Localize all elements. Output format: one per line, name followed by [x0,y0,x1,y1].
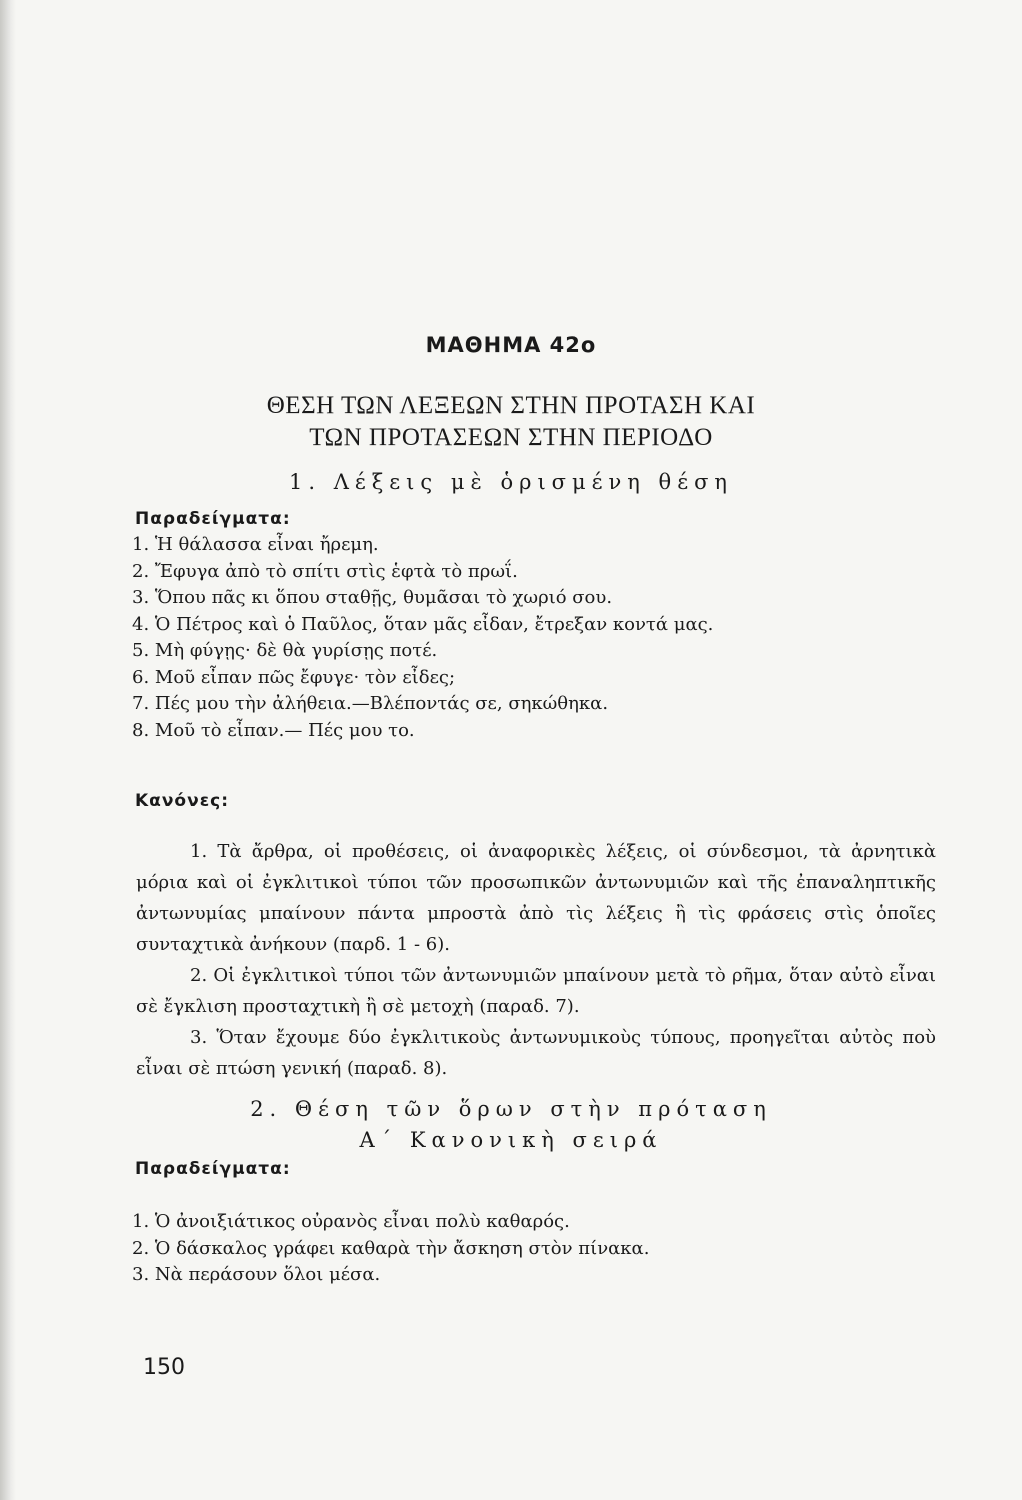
list-item: 3. Ὅπου πᾶς κι ὅπου σταθῇς, θυμᾶσαι τὸ χωριό σου. [132,587,613,608]
rule-paragraph: 2. Οἱ ἐγκλιτικοὶ τύποι τῶν ἀντωνυμιῶν μπαίνουν μετὰ τὸ ρῆμα, ὅταν αὐτὸ εἶναι σὲ ἔγκλιση προσταχτικὴ ἢ σὲ μετοχὴ (παραδ. 7). [136,965,936,1017]
page-number: 150 [143,1355,185,1380]
rules-text [136,836,936,1084]
section-2-title: 2. Θέση τῶν ὅρων στὴν πρόταση [250,1097,772,1121]
page-binding-edge [0,0,16,1500]
rule-paragraph: 1. Τὰ ἄρθρα, οἱ προθέσεις, οἱ ἀναφορικὲς λέξεις, οἱ σύνδεσμοι, τὰ ἀρνητικὰ μόρια καὶ οἱ ἐγκλιτικοὶ τύποι τῶν προσωπικῶν ἀντωνυμιῶν καὶ τῆς ἐπαναληπτικῆς ἀντωνυμίας μπαίνουν πάντα μπροστὰ ἀπὸ τὶς λέξεις ἢ τὶς φράσεις στὶς ὁποῖες συνταχτικὰ ἀνήκουν (παρδ. 1 - 6). [136,841,936,955]
section-1-title: 1. Λέξεις μὲ ὁρισμένη θέση [288,470,733,494]
lesson-title: ΜΑΘΗΜΑ 42ο [425,333,597,357]
section-2-subtitle: Α΄ Κανονικὴ σειρά [359,1128,663,1152]
list-item: 2. Ἔφυγα ἀπὸ τὸ σπίτι στὶς ἑφτὰ τὸ πρωΐ. [132,560,518,582]
section-1-examples-list [132,532,713,744]
list-item: 4. Ὁ Πέτρος καὶ ὁ Παῦλος, ὅταν μᾶς εἶδαν, ἔτρεξαν κοντά μας. [132,613,714,635]
section-2-examples-label: Παραδείγματα: [135,1159,291,1179]
rules-label: Κανόνες: [135,791,230,811]
list-item: 1. Ἡ θάλασσα εἶναι ἤρεμη. [132,534,379,555]
chapter-heading [0,390,1022,454]
list-item: 5. Μὴ φύγῃς· δὲ θὰ γυρίσῃς ποτέ. [132,640,438,661]
section-2-examples-list [132,1209,649,1289]
list-item: 6. Μοῦ εἶπαν πῶς ἔφυγε· τὸν εἶδες; [132,666,456,688]
section-1-examples-label: Παραδείγματα: [135,509,291,529]
list-item: 3. Νὰ περάσουν ὅλοι μέσα. [132,1264,381,1285]
list-item: 2. Ὁ δάσκαλος γράφει καθαρὰ τὴν ἄσκηση στὸν πίνακα. [132,1237,650,1259]
list-item: 7. Πές μου τὴν ἀλήθεια.—Βλέποντάς σε, σηκώθηκα. [132,693,609,714]
list-item: 8. Μοῦ τὸ εἶπαν.— Πές μου το. [132,719,415,741]
list-item: 1. Ὁ ἀνοιξιάτικος οὐρανὸς εἶναι πολὺ καθαρός. [132,1211,570,1232]
rule-paragraph: 3. Ὅταν ἔχουμε δύο ἐγκλιτικοὺς ἀντωνυμικοὺς τύπους, προηγεῖται αὐτὸς ποὺ εἶναι σὲ πτώση γενική (παραδ. 8). [136,1027,936,1079]
chapter-heading-line-1: ΘΕΣΗ ΤΩΝ ΛΕΞΕΩΝ ΣΤΗΝ ΠΡΟΤΑΣΗ ΚΑΙ [266,392,756,419]
chapter-heading-line-2: ΤΩΝ ΠΡΟΤΑΣΕΩΝ ΣΤΗΝ ΠΕΡΙΟΔΟ [309,424,713,451]
